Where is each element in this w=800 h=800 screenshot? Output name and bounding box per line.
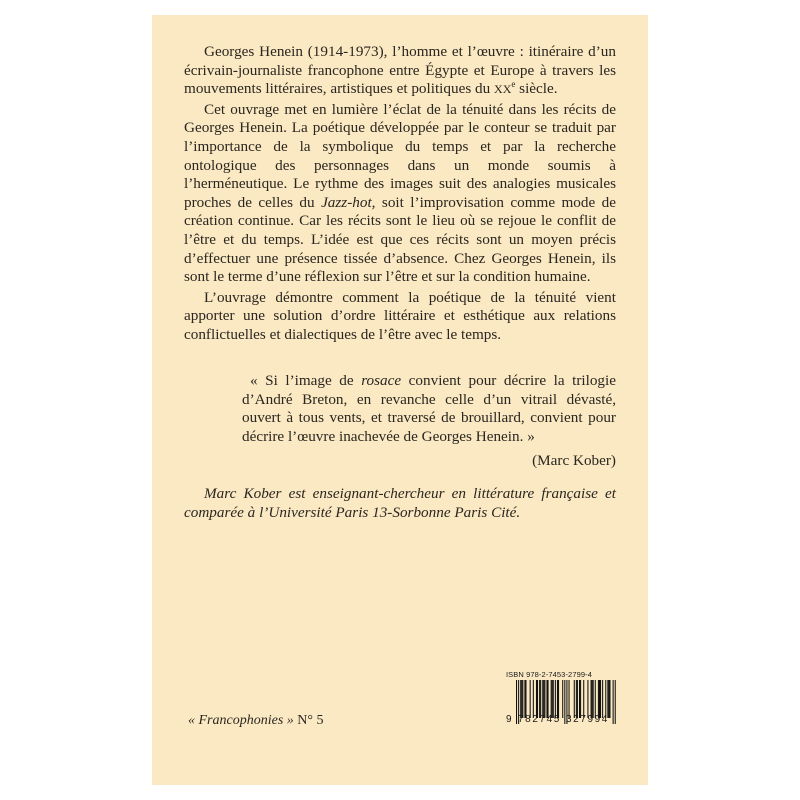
barcode-bar — [600, 680, 601, 718]
barcode-bar — [542, 680, 543, 718]
barcode-bar — [525, 680, 526, 718]
century-numeral: XX — [494, 82, 512, 97]
barcode-bar — [579, 680, 580, 718]
barcode-bar — [609, 680, 610, 718]
barcode-bar — [546, 680, 547, 718]
barcode-bar — [593, 680, 594, 718]
rosace-term: rosace — [361, 372, 402, 389]
summary-paragraph — [184, 101, 616, 287]
barcode-bar — [548, 680, 549, 718]
series-number: N° 5 — [293, 713, 324, 728]
barcode-bar — [562, 680, 563, 718]
barcode-bar — [602, 680, 603, 718]
barcode-right-digits: 327994 — [566, 714, 609, 725]
barcode-bar — [595, 680, 596, 718]
barcode-bar — [524, 680, 525, 718]
description-text — [184, 43, 616, 345]
barcode-bar — [592, 680, 593, 718]
quote-attribution: (Marc Kober) — [532, 452, 616, 470]
barcode-bar — [577, 680, 578, 718]
quotation-text — [242, 372, 616, 446]
author-bio — [184, 485, 616, 522]
barcode-bar — [558, 680, 559, 718]
quotation-block — [242, 372, 616, 471]
barcode-bar — [598, 680, 599, 718]
intro-text: Georges Henein (1914-1973), l’homme et l’œuvre : itinéraire d’un écrivain-journaliste francophone entre Égypte et Europe à travers les mouvements littéraires, artistiques et politiques du — [184, 43, 616, 98]
barcode-bar — [569, 680, 570, 718]
barcode-bar — [539, 680, 540, 718]
barcode-bar — [540, 680, 541, 718]
barcode-bar — [557, 680, 558, 718]
barcode-bar — [599, 680, 600, 718]
barcode-bar — [530, 680, 531, 718]
isbn-label: ISBN 978-2-7453-2799-4 — [506, 670, 593, 679]
author-bio-text: Marc Kober est enseignant-chercheur en littérature française et comparée à l’Université Paris 13-Sorbonne Paris Cité. — [184, 485, 616, 521]
jazz-hot-term: Jazz-hot, — [321, 193, 376, 211]
barcode-bar — [521, 680, 522, 718]
barcode-bar — [543, 680, 544, 718]
barcode-bar — [587, 680, 588, 718]
series-name: « Francophonies » — [188, 713, 294, 728]
barcode-bar — [544, 680, 545, 718]
barcode-bar — [574, 680, 575, 718]
intro-paragraph — [184, 43, 616, 99]
barcode-bar — [605, 680, 606, 718]
barcode-bar — [608, 680, 609, 718]
barcode-bar — [591, 680, 592, 718]
barcode-bar — [536, 680, 537, 718]
barcode-bar — [615, 680, 616, 724]
barcode-bar — [580, 680, 581, 718]
barcode-bar — [520, 680, 521, 718]
quote-end: convient pour décrire la trilogie d’André Breton, en revanche celle d’un vitrail dévasté, ouvert à tous vents, et traversé de brouillard, convient pour décrire l’œuvre inachevée de Georges Henein. » — [242, 372, 616, 445]
conclusion-paragraph: L’ouvrage démontre comment la poétique de la ténuité vient apporter une solution d’ordre littéraire et esthétique aux relations conflictuelles et dialectiques de l’être avec le temps. — [184, 288, 616, 343]
century-superscript: e — [511, 79, 516, 90]
series-label — [188, 713, 323, 729]
barcode-bar — [522, 680, 523, 718]
barcode-left-digits: 782745 — [518, 714, 561, 725]
summary-text-start: Cet ouvrage met en lumière l’éclat de la ténuité dans les récits de Georges Henein. La poétique développée par le conteur se traduit par l’importance de la symbolique du temps et par la recherche ontologique des personnages dans un monde soumis à l’herméneutique. Le rythme des images suit des analogies musicales proches de celles du — [184, 100, 616, 211]
barcode-bar — [607, 680, 608, 718]
intro-text-end: siècle. — [515, 80, 558, 98]
summary-text-end: soit l’improvisation comme mode de création continue. Car les récits sont le lieu où se rejoue le conflit de l’être et du temps. L’idée est que ces récits sont un moyen précis d’effectuer une présence tissée d’absence. Chez Georges Henein, ils sont le terme d’une réflexion sur l’être et sur la condition humaine. — [184, 193, 617, 286]
barcode-bar — [516, 680, 517, 724]
barcode-bar — [583, 680, 584, 718]
quote-start: « Si l’image de — [250, 372, 362, 389]
barcode-bar — [553, 680, 554, 718]
barcode-bar — [552, 680, 553, 718]
barcode-first-digit: 9 — [506, 714, 512, 725]
barcode-bar — [613, 680, 614, 724]
barcode-block — [506, 670, 618, 726]
barcode-bar — [533, 680, 534, 718]
barcode-bar — [555, 680, 556, 718]
barcode-bar — [537, 680, 538, 718]
book-back-cover — [152, 15, 648, 785]
barcode-bar — [576, 680, 577, 718]
barcode-bar — [551, 680, 552, 718]
